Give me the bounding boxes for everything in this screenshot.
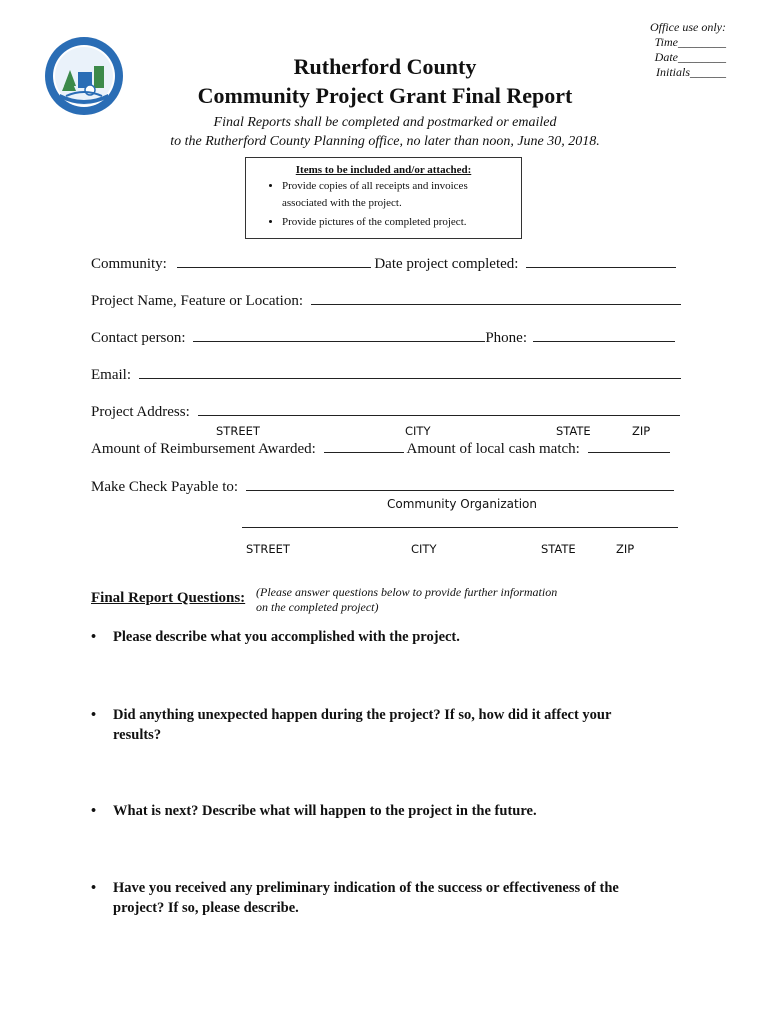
email-field[interactable] — [139, 365, 681, 379]
bullet-icon: • — [91, 707, 97, 723]
community-field[interactable] — [177, 254, 371, 268]
office-use-time: Time________ — [654, 35, 726, 49]
final-report-questions-heading: Final Report Questions: — [91, 590, 246, 606]
community-row — [91, 254, 676, 273]
community-org-label: Community Organization — [387, 497, 537, 511]
list-item: • Provide pictures of the completed project. — [282, 214, 507, 231]
check-street-label: STREET — [246, 542, 290, 556]
email-label: Email: — [91, 367, 131, 383]
subtitle-line-2: to the Rutherford County Planning office, no later than noon, June 30, 2018. — [170, 134, 600, 149]
project-address-label: Project Address: — [91, 404, 190, 420]
list-item: • Provide copies of all receipts and invoices associated with the project. — [282, 178, 507, 212]
question-text: Please describe what you accomplished with the project. — [113, 629, 460, 645]
final-report-questions-note — [256, 585, 557, 615]
community-label: Community: — [91, 256, 167, 272]
address-zip-label: ZIP — [632, 424, 651, 438]
contact-person-label: Contact person: — [91, 330, 186, 346]
items-included-heading: Items to be included and/or attached: — [295, 164, 472, 176]
items-included-list — [266, 178, 507, 233]
check-city-label: CITY — [411, 542, 437, 556]
project-address-field[interactable] — [198, 402, 680, 416]
question-text: What is next? Describe what will happen to the project in the future. — [113, 803, 537, 819]
question-item — [91, 627, 661, 647]
address-city-label: CITY — [405, 424, 431, 438]
project-address-row — [91, 402, 680, 421]
question-text: Did anything unexpected happen during the project? If so, how did it affect your results? — [113, 707, 612, 743]
email-row — [91, 365, 681, 384]
question-item — [91, 878, 661, 918]
address-street-label: STREET — [216, 424, 260, 438]
items-included-box — [245, 157, 522, 239]
office-use-title: Office use only: — [650, 20, 726, 34]
date-completed-label: Date project completed: — [374, 256, 519, 272]
bullet-icon: • — [91, 880, 97, 896]
local-cash-field[interactable] — [588, 439, 670, 453]
contact-row — [91, 328, 675, 347]
make-check-row — [91, 477, 674, 496]
local-cash-label: Amount of local cash match: — [406, 441, 580, 457]
office-use-initials: Initials______ — [655, 65, 726, 79]
reimbursement-field[interactable] — [324, 439, 404, 453]
page-title-report: Community Project Grant Final Report — [197, 83, 573, 108]
office-use-date: Date________ — [654, 50, 726, 64]
check-state-label: STATE — [541, 542, 576, 556]
project-name-row — [91, 291, 681, 310]
project-name-field[interactable] — [311, 291, 681, 305]
bullet-icon: • — [91, 629, 97, 645]
note-line-2: on the completed project) — [256, 600, 379, 614]
check-address-field[interactable] — [242, 527, 678, 528]
page-title-county: Rutherford County — [293, 54, 477, 79]
note-line-1: (Please answer questions below to provide further information — [256, 585, 558, 599]
check-zip-label: ZIP — [616, 542, 635, 556]
phone-label: Phone: — [485, 330, 527, 346]
contact-person-field[interactable] — [193, 328, 485, 342]
address-state-label: STATE — [556, 424, 591, 438]
question-text: Have you received any preliminary indication of the success or effectiveness of the project? If so, please describe. — [113, 880, 619, 916]
amounts-row — [91, 439, 670, 458]
make-check-label: Make Check Payable to: — [91, 479, 239, 495]
reimbursement-label: Amount of Reimbursement Awarded: — [91, 441, 316, 457]
question-item — [91, 801, 661, 821]
question-item — [91, 705, 661, 745]
subtitle-line-1: Final Reports shall be completed and postmarked or emailed — [213, 115, 557, 130]
make-check-field[interactable] — [246, 477, 674, 491]
bullet-icon: • — [91, 803, 97, 819]
phone-field[interactable] — [533, 328, 675, 342]
project-name-label: Project Name, Feature or Location: — [91, 293, 304, 309]
date-completed-field[interactable] — [526, 254, 676, 268]
